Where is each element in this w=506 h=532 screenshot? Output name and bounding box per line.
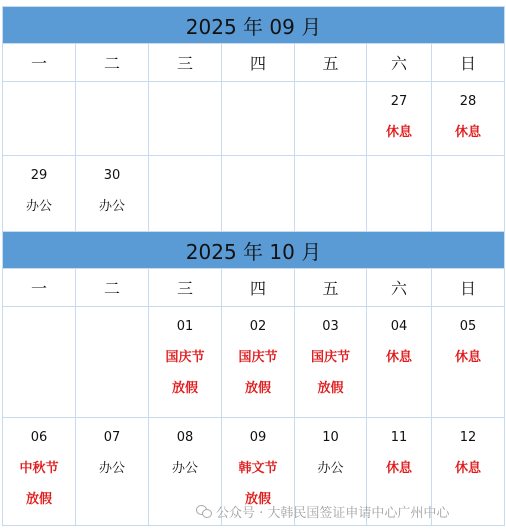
day-number: 09 (249, 430, 267, 445)
day-number: 27 (390, 94, 408, 109)
day-number: 30 (103, 168, 121, 183)
day-number: 06 (30, 430, 48, 445)
day-cell (295, 156, 367, 232)
day-cell (367, 156, 432, 232)
weekday-label: 二 (76, 44, 149, 82)
weekday-label: 三 (149, 44, 222, 82)
day-number: 03 (322, 319, 339, 334)
month-title: 2025 年 10 月 (3, 232, 505, 269)
day-number: 08 (176, 430, 194, 445)
weekday-label: 三 (149, 269, 222, 307)
day-cell (367, 307, 432, 418)
weekday-label: 日 (432, 269, 505, 307)
day-status: 国庆节 (165, 350, 205, 365)
weekday-label: 一 (3, 269, 76, 307)
month-header-september (3, 7, 505, 44)
weekday-label: 日 (432, 44, 505, 82)
watermark-text: 公众号 · 大韩民国签证申请中心广州中心 (216, 506, 450, 521)
watermark (196, 502, 449, 521)
day-cell (149, 307, 222, 418)
day-cell (432, 307, 505, 418)
day-status: 国庆节 (310, 350, 350, 365)
day-cell (432, 82, 505, 156)
day-cell (149, 82, 222, 156)
month-title: 2025 年 09 月 (3, 7, 505, 44)
day-note: 放假 (244, 492, 271, 507)
day-cell (76, 82, 149, 156)
day-cell (3, 82, 76, 156)
weekday-label: 二 (76, 269, 149, 307)
day-status: 办公 (98, 461, 125, 476)
day-number: 12 (459, 430, 477, 445)
weekday-label: 四 (222, 269, 295, 307)
day-number: 07 (103, 430, 121, 445)
day-status: 办公 (25, 199, 52, 214)
day-cell (76, 418, 149, 526)
day-note: 放假 (317, 381, 344, 396)
day-number: 01 (176, 319, 194, 334)
day-cell (76, 156, 149, 232)
day-cell (295, 307, 367, 418)
weekday-row (3, 269, 505, 307)
day-status: 休息 (455, 125, 482, 140)
day-status: 休息 (385, 350, 412, 365)
weekday-label: 一 (3, 44, 76, 82)
day-cell (149, 156, 222, 232)
weekday-label: 六 (367, 269, 432, 307)
day-cell (222, 307, 295, 418)
day-number: 04 (390, 319, 408, 334)
day-cell (3, 156, 76, 232)
day-cell (432, 156, 505, 232)
weekday-label: 四 (222, 44, 295, 82)
day-note: 放假 (244, 381, 271, 396)
day-status: 国庆节 (238, 350, 278, 365)
day-number: 02 (249, 319, 267, 334)
day-cell (295, 82, 367, 156)
day-status: 休息 (455, 461, 482, 476)
day-cell (3, 418, 76, 526)
week-row (3, 82, 505, 156)
day-cell (222, 82, 295, 156)
weekday-row (3, 44, 505, 82)
day-number: 28 (459, 94, 477, 109)
day-note: 放假 (25, 492, 52, 507)
day-number: 05 (459, 319, 477, 334)
day-status: 中秋节 (19, 461, 59, 476)
day-number: 29 (30, 168, 48, 183)
week-row (3, 156, 505, 232)
weekday-label: 五 (295, 44, 367, 82)
day-status: 休息 (385, 125, 412, 140)
day-number: 10 (322, 430, 339, 445)
day-cell (76, 307, 149, 418)
day-status: 办公 (317, 461, 344, 476)
day-note: 放假 (171, 381, 198, 396)
day-status: 办公 (171, 461, 198, 476)
day-cell (367, 82, 432, 156)
day-status: 办公 (98, 199, 125, 214)
week-row (3, 307, 505, 418)
day-status: 休息 (385, 461, 412, 476)
day-cell (222, 156, 295, 232)
wechat-icon (196, 505, 212, 518)
weekday-label: 五 (295, 269, 367, 307)
day-cell (3, 307, 76, 418)
day-number: 11 (390, 430, 408, 445)
calendar-table (2, 6, 505, 526)
month-header-october (3, 232, 505, 269)
day-status: 韩文节 (238, 461, 278, 476)
day-status: 休息 (455, 350, 482, 365)
weekday-label: 六 (367, 44, 432, 82)
